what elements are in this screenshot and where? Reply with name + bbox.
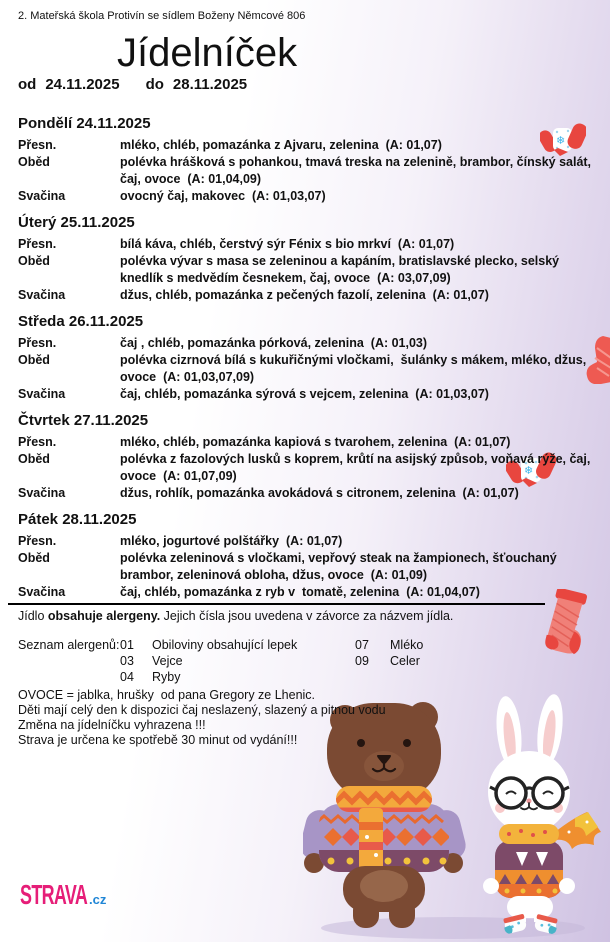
- days: [18, 115, 597, 601]
- meal-label: Oběd: [18, 452, 50, 466]
- note-line: Změna na jídelníčku vyhrazena !!!: [18, 717, 206, 732]
- allergen-name: [390, 669, 597, 685]
- day-section: [18, 511, 597, 601]
- meal-label: Oběd: [18, 254, 50, 268]
- footer-notes: [18, 688, 597, 748]
- allergen-row-label: [18, 669, 120, 685]
- day-title: Úterý 25.11.2025: [18, 214, 135, 231]
- meal-row: [18, 451, 597, 485]
- meal-row: [18, 253, 597, 287]
- meal-text: džus, rohlík, pomazánka avokádová s citronem, zelenina (A: 01,07): [120, 486, 519, 500]
- meal-label: Oběd: [18, 155, 50, 169]
- meal-label: Oběd: [18, 551, 50, 565]
- allergen-note: [18, 608, 597, 624]
- allergen-code: 03: [120, 653, 134, 668]
- meal-text: čaj , chléb, pomazánka pórková, zelenina (A: 01,03): [120, 336, 428, 350]
- note-line: OVOCE = jablka, hrušky od pana Gregory ze Lhenic.: [18, 687, 316, 702]
- svg-text:❄: ❄: [556, 134, 566, 147]
- meal-text: bílá káva, chléb, čerstvý sýr Fénix s bio mrkví (A: 01,07): [120, 237, 455, 251]
- meal-row: [18, 287, 597, 304]
- allergen-name: Ryby: [152, 669, 181, 684]
- allergen-list: [18, 637, 597, 685]
- meal-row: [18, 550, 597, 584]
- meal-label: Svačina: [18, 585, 66, 599]
- meal-text: polévka vývar s masa se zeleninou a kapáním, bratislavské plecko, selský knedlík s medvědím česnekem, čaj, ovoce (A: 03,07,09): [120, 254, 563, 285]
- school-name: 2. Mateřská škola Protivín se sídlem Boženy Němcové 806: [18, 10, 306, 22]
- strava-logo-suffix: .cz: [89, 892, 107, 907]
- divider-line: [8, 603, 545, 605]
- meal-text: polévka hrášková s pohankou, tmavá treska na zelenině, brambor, čínský salát, čaj, ovoce (A: 01,04,09): [120, 155, 595, 186]
- date-to-label: do: [145, 76, 164, 93]
- day-title: Čtvrtek 27.11.2025: [18, 412, 149, 429]
- date-from-value: 24.11.2025: [45, 76, 120, 93]
- meal-text: polévka cizrnová bílá s kukuřičnými vločkami, šulánky s mákem, mléko, džus, ovoce (A: 01,03,07,09): [120, 353, 590, 384]
- allergen-code: 04: [120, 669, 134, 684]
- day-section: [18, 214, 597, 304]
- meal-label: Svačina: [18, 387, 66, 401]
- strava-logo: [20, 879, 130, 910]
- day-title: Středa 26.11.2025: [18, 313, 144, 330]
- note-line: Děti mají celý den k dispozici čaj neslazený, slazený a pitnou vodu: [18, 702, 386, 717]
- meal-text: polévka zeleninová s vločkami, vepřový steak na žampionech, šťouchaný brambor, zeleninová obloha, džus, ovoce (A: 01,09): [120, 551, 561, 582]
- meal-row: [18, 434, 597, 451]
- allergen-code: 01: [120, 637, 134, 652]
- meal-row: [18, 584, 597, 601]
- allergen-row-label: Seznam alergenů:: [18, 637, 120, 652]
- day-section: [18, 115, 597, 205]
- meal-row: [18, 137, 597, 154]
- allergen-note-bold: obsahuje alergeny.: [47, 609, 161, 623]
- meal-text: polévka z fazolových lusků s koprem, krůtí na asijský způsob, voňavá rýže, čaj, ovoce (A: 01,07,09): [120, 452, 594, 483]
- allergen-name: Celer: [390, 653, 420, 668]
- meal-row: [18, 386, 597, 403]
- allergen-row-label: [18, 653, 120, 669]
- day-section: [18, 313, 597, 403]
- meal-label: Přesn.: [18, 237, 57, 251]
- allergen-note-lead: Jídlo: [18, 609, 48, 623]
- meal-text: ovocný čaj, makovec (A: 01,03,07): [120, 189, 326, 203]
- meal-label: Svačina: [18, 486, 66, 500]
- page-title: Jídelníček: [117, 31, 298, 75]
- meal-label: Přesn.: [18, 534, 57, 548]
- meal-row: [18, 352, 597, 386]
- meal-label: Přesn.: [18, 336, 57, 350]
- date-to-value: 28.11.2025: [172, 76, 248, 93]
- meal-text: mléko, chléb, pomazánka kapiová s tvarohem, zelenina (A: 01,07): [120, 435, 511, 449]
- day-title: Pondělí 24.11.2025: [18, 115, 151, 132]
- meal-text: čaj, chléb, pomazánka z ryb v tomatě, zelenina (A: 01,04,07): [120, 585, 480, 599]
- meal-label: Přesn.: [18, 138, 57, 152]
- svg-text:❄: ❄: [524, 464, 534, 477]
- date-from-label: od: [18, 76, 37, 93]
- strava-logo-text: STRAVA: [20, 879, 88, 910]
- meal-text: mléko, jogurtové polštářky (A: 01,07): [120, 534, 343, 548]
- meal-label: Svačina: [18, 189, 66, 203]
- meal-row: [18, 335, 597, 352]
- allergen-code: [355, 669, 390, 685]
- meal-text: čaj, chléb, pomazánka sýrová s vejcem, zelenina (A: 01,03,07): [120, 387, 489, 401]
- meal-row: [18, 154, 597, 188]
- meal-row: [18, 485, 597, 502]
- meal-text: mléko, chléb, pomazánka z Ajvaru, zelenina (A: 01,07): [120, 138, 442, 152]
- date-range: [18, 76, 247, 93]
- note-line: Strava je určena ke spotřebě 30 minut od vydání!!!: [18, 732, 298, 747]
- meal-row: [18, 188, 597, 205]
- meal-text: džus, chléb, pomazánka z pečených fazolí, zelenina (A: 01,07): [120, 288, 489, 302]
- meal-row: [18, 236, 597, 253]
- allergen-code: 09: [355, 653, 369, 668]
- meal-row: [18, 533, 597, 550]
- meal-label: Svačina: [18, 288, 66, 302]
- meal-label: Přesn.: [18, 435, 57, 449]
- allergen-name: Obiloviny obsahující lepek: [152, 637, 298, 652]
- allergen-code: 07: [355, 637, 369, 652]
- allergen-name: Vejce: [152, 653, 183, 668]
- header-block: [18, 23, 597, 106]
- allergen-name: Mléko: [390, 637, 424, 652]
- meal-label: Oběd: [18, 353, 50, 367]
- day-section: [18, 412, 597, 502]
- allergen-note-rest: Jejich čísla jsou uvedena v závorce za názvem jídla.: [160, 609, 454, 623]
- day-title: Pátek 28.11.2025: [18, 511, 137, 528]
